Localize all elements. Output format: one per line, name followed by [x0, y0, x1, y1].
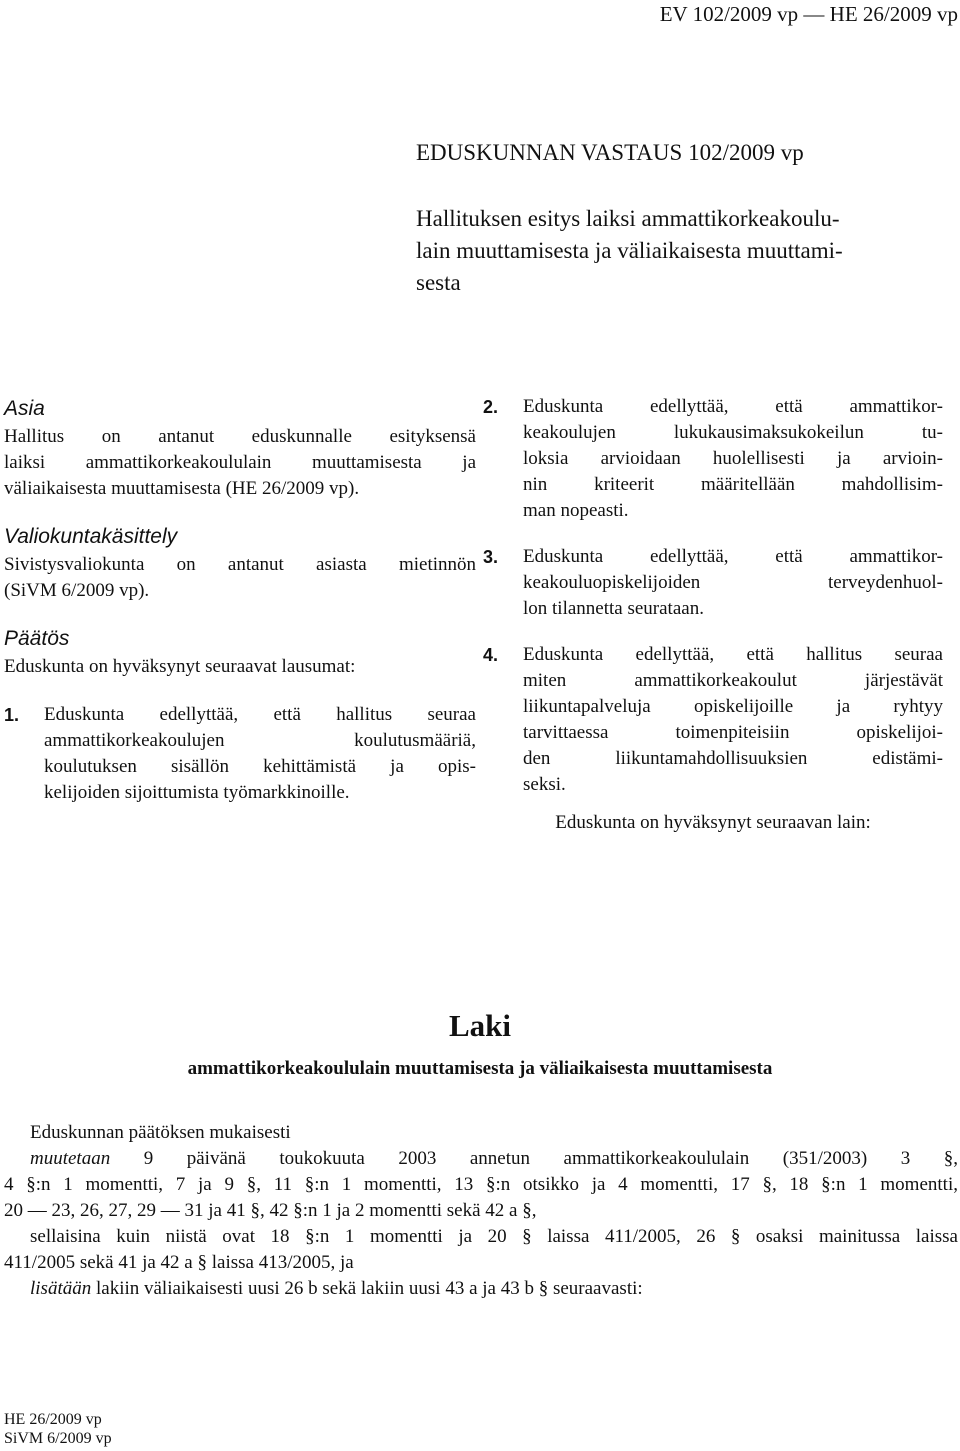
amend-line: muutetaan 9 päivänä toukokuuta 2003 annetun ammattikorkeakoululain (351/2003) 3 §,: [30, 1148, 958, 1169]
text-line: Eduskunta edellyttää, että hallitus seuraa: [44, 704, 476, 725]
statement-number: 4.: [483, 645, 499, 665]
text-line: seksi.: [523, 774, 566, 795]
add-line: lisätään lakiin väliaikaisesti uusi 26 b sekä lakiin uusi 43 a ja 43 b § seuraavasti:: [30, 1278, 643, 1299]
section-body-asia: [4, 424, 476, 502]
footer-references: [4, 1410, 112, 1448]
document-title: EDUSKUNNAN VASTAUS 102/2009 vp: [416, 140, 804, 165]
statement-number: 1.: [4, 705, 20, 725]
section-heading-paatos: Päätös: [4, 627, 70, 650]
text-line: Eduskunta on hyväksynyt seuraavat lausumat:: [4, 656, 356, 677]
text-line: loksia arvioidaan huolellisesti ja arvioin-: [523, 448, 943, 469]
text-line: tarvittaessa toimenpiteisiin opiskelijoi-: [523, 722, 943, 743]
section-heading-asia: Asia: [4, 397, 45, 420]
text-line: nin kriteerit määritellään mahdollisim-: [523, 474, 943, 495]
text-line: den liikuntamahdollisuuksien edistämi-: [523, 748, 943, 769]
bill-title-line: Hallituksen esitys laiksi ammattikorkeakoulu-: [416, 206, 840, 231]
text-line: laiksi ammattikorkeakoululain muuttamisesta ja: [4, 452, 476, 473]
text-line: keakouluopiskelijoiden terveydenhuol-: [523, 572, 943, 593]
text-line: Eduskunta edellyttää, että ammattikor-: [523, 546, 943, 567]
enacting-clause: Eduskunta on hyväksynyt seuraavan lain:: [555, 812, 871, 833]
amend-line: sellaisina kuin niistä ovat 18 §:n 1 momentti ja 20 § laissa 411/2005, 26 § osaksi mainitussa laissa: [30, 1226, 958, 1247]
running-header: EV 102/2009 vp — HE 26/2009 vp: [659, 2, 958, 26]
text-line: kelijoiden sijoittumista työmarkkinoille.: [44, 782, 350, 803]
statement-3: [483, 544, 943, 622]
text-line: koulutuksen sisällön kehittämistä ja opis-: [44, 756, 476, 777]
section-heading-valiokunta: Valiokuntakäsittely: [4, 525, 178, 548]
amend-line: 20 — 23, 26, 27, 29 — 31 ja 41 §, 42 §:n 1 ja 2 momentti sekä 42 a §,: [4, 1200, 537, 1221]
text-line: Hallitus on antanut eduskunnalle esityksensä: [4, 426, 476, 447]
footer-reference: HE 26/2009 vp: [4, 1411, 102, 1428]
text-line: Eduskunta edellyttää, että ammattikor-: [523, 396, 943, 417]
statement-number: 3.: [483, 547, 499, 567]
bill-title: [416, 203, 936, 299]
section-body-paatos: [4, 654, 476, 680]
text-line: man nopeasti.: [523, 500, 629, 521]
text-line: ammattikorkeakoulujen koulutusmääriä,: [44, 730, 476, 751]
law-subtitle: ammattikorkeakoululain muuttamisesta ja väliaikaisesta muuttamisesta: [187, 1058, 773, 1079]
amend-line: 411/2005 sekä 41 ja 42 a § laissa 413/2005, ja: [4, 1252, 354, 1273]
left-column: [4, 396, 476, 806]
text-line: keakoulujen lukukausimaksukokeilun tu-: [523, 422, 943, 443]
law-title: Laki: [448, 1008, 512, 1043]
text-line: Sivistysvaliokunta on antanut asiasta mietinnön: [4, 554, 476, 575]
section-body-valiokunta: [4, 552, 476, 604]
bill-title-line: lain muuttamisesta ja väliaikaisesta muuttami-: [416, 238, 843, 263]
text-line: väliaikaisesta muuttamisesta (HE 26/2009 vp).: [4, 478, 360, 499]
text-line: (SiVM 6/2009 vp).: [4, 580, 150, 601]
statement-4: [483, 642, 943, 798]
right-column: [483, 394, 943, 834]
text-line: miten ammattikorkeakoulut järjestävät: [523, 670, 943, 691]
amend-word: muutetaan: [30, 1148, 111, 1169]
text-line: liikuntapalveluja opiskelijoille ja ryhtyy: [523, 696, 943, 717]
bill-title-line: sesta: [416, 270, 461, 295]
statement-2: [483, 394, 943, 524]
statement-1: [4, 702, 476, 806]
text-line: Eduskunta edellyttää, että hallitus seuraa: [523, 644, 943, 665]
statement-number: 2.: [483, 397, 499, 417]
amend-line: 4 §:n 1 momentti, 7 ja 9 §, 11 §:n 1 momentti, 13 §:n otsikko ja 4 momentti, 17 §, 18 §:n 1 momentti,: [4, 1174, 958, 1195]
footer-reference: SiVM 6/2009 vp: [4, 1430, 112, 1447]
text-line: lon tilannetta seurataan.: [523, 598, 704, 619]
add-word: lisätään: [30, 1278, 92, 1299]
law-body: [4, 1120, 958, 1302]
law-intro: Eduskunnan päätöksen mukaisesti: [30, 1122, 291, 1143]
